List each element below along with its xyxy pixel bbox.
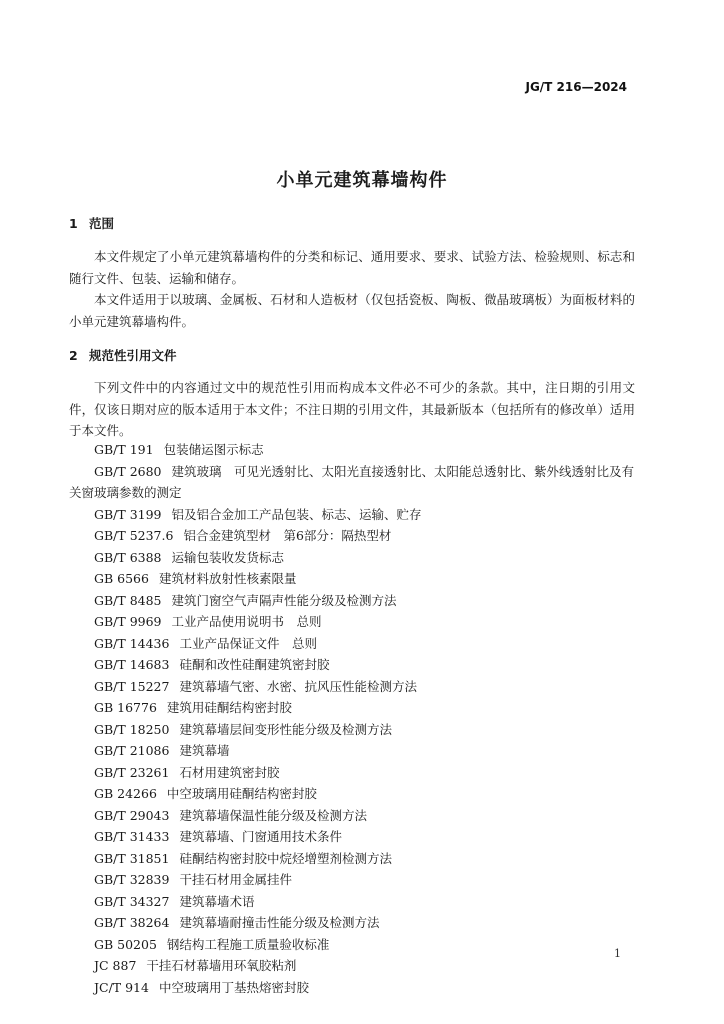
reference-item: [69, 977, 635, 999]
reference-title: 硅酮和改性硅酮建筑密封胶: [179, 657, 330, 672]
reference-item: [69, 547, 635, 569]
section-1-title: 范围: [89, 216, 115, 231]
reference-item: [69, 912, 635, 934]
reference-code: GB/T 31851: [94, 850, 170, 866]
reference-title: 建筑玻璃 可见光透射比、太阳光直接透射比、太阳能总透射比、紫外线透射比及有关窗玻璃参数的测定: [69, 463, 635, 500]
reference-item: [69, 633, 635, 655]
reference-item: [69, 891, 635, 913]
section-2-heading: [69, 346, 177, 364]
section-2-intro: [69, 377, 635, 442]
section-2-number: 2: [69, 348, 78, 363]
document-title: 小单元建筑幕墙构件: [276, 170, 448, 191]
page-number: 1: [614, 947, 621, 960]
reference-title: 铝及铝合金加工产品包装、标志、运输、贮存: [171, 506, 422, 522]
reference-code: GB 24266: [94, 786, 157, 801]
reference-title: 建筑幕墙术语: [179, 893, 255, 909]
reference-item: [69, 955, 635, 977]
reference-item: [69, 697, 635, 719]
reference-title: 钢结构工程施工质量验收标准: [166, 936, 330, 952]
reference-item: [69, 826, 635, 848]
reference-item: [69, 848, 635, 870]
reference-code: GB/T 15227: [94, 678, 170, 694]
reference-title: 中空玻璃用硅酮结构密封胶: [166, 786, 317, 801]
reference-code: GB/T 191: [94, 442, 154, 457]
reference-title: 建筑幕墙、门窗通用技术条件: [179, 829, 342, 844]
reference-title: 工业产品使用说明书 总则: [171, 614, 322, 629]
reference-title: 建筑门窗空气声隔声性能分级及检测方法: [171, 592, 397, 608]
reference-title: 工业产品保证文件 总则: [179, 635, 317, 651]
reference-code: GB/T 23261: [94, 764, 170, 780]
reference-title: 建筑幕墙气密、水密、抗风压性能检测方法: [179, 678, 417, 694]
reference-item: [69, 869, 635, 891]
reference-list: [69, 439, 635, 998]
section-1-heading: [69, 214, 114, 232]
reference-code: GB/T 34327: [94, 893, 170, 909]
reference-title: 建筑幕墙耐撞击性能分级及检测方法: [179, 915, 380, 930]
reference-item: [69, 719, 635, 741]
reference-code: GB 50205: [94, 936, 157, 952]
reference-item: [69, 504, 635, 526]
section-2-title: 规范性引用文件: [89, 348, 177, 363]
reference-code: JC/T 914: [94, 979, 149, 995]
standard-code: JG/T 216—2024: [525, 80, 627, 94]
section-1-body: [69, 246, 635, 332]
reference-code: GB/T 18250: [94, 721, 170, 737]
reference-title: 运输包装收发货标志: [171, 549, 285, 565]
reference-code: GB/T 5237.6: [94, 528, 174, 543]
reference-code: JC 887: [94, 958, 137, 973]
reference-code: GB/T 21086: [94, 743, 170, 758]
reference-item: [69, 461, 635, 504]
reference-item: [69, 783, 635, 805]
reference-item: [69, 740, 635, 762]
paragraph: 本文件适用于以玻璃、金属板、石材和人造板材（仅包括瓷板、陶板、微晶玻璃板）为面板材料的小单元建筑幕墙构件。: [69, 292, 635, 329]
reference-code: GB/T 14436: [94, 635, 170, 651]
reference-code: GB/T 29043: [94, 807, 170, 823]
reference-code: GB/T 32839: [94, 872, 170, 887]
reference-code: GB/T 9969: [94, 614, 162, 629]
reference-title: 建筑材料放射性核素限量: [158, 571, 297, 586]
reference-title: 建筑幕墙: [179, 743, 230, 758]
reference-code: GB/T 6388: [94, 549, 162, 565]
reference-code: GB 16776: [94, 700, 157, 715]
reference-item: [69, 805, 635, 827]
paragraph: 本文件规定了小单元建筑幕墙构件的分类和标记、通用要求、要求、试验方法、检验规则、标志和随行文件、包装、运输和储存。: [69, 249, 635, 286]
reference-title: 建筑幕墙保温性能分级及检测方法: [179, 807, 367, 823]
reference-item: [69, 611, 635, 633]
reference-title: 铝合金建筑型材 第6部分：隔热型材: [183, 528, 392, 543]
reference-code: GB/T 31433: [94, 829, 170, 844]
reference-item: [69, 439, 635, 461]
section-1-number: 1: [69, 216, 78, 231]
reference-title: 建筑用硅酮结构密封胶: [166, 700, 292, 715]
reference-item: [69, 934, 635, 956]
reference-title: 干挂石材幕墙用环氧胶粘剂: [146, 958, 297, 973]
reference-item: [69, 568, 635, 590]
reference-code: GB/T 38264: [94, 915, 170, 930]
reference-item: [69, 654, 635, 676]
reference-code: GB/T 3199: [94, 506, 162, 522]
reference-title: 石材用建筑密封胶: [179, 764, 280, 780]
reference-code: GB/T 8485: [94, 592, 162, 608]
reference-title: 包装储运图示标志: [163, 442, 264, 457]
reference-code: GB/T 14683: [94, 657, 170, 672]
paragraph: 下列文件中的内容通过文中的规范性引用而构成本文件必不可少的条款。其中，注日期的引用文件，仅该日期对应的版本适用于本文件；不注日期的引用文件，其最新版本（包括所有的修改单）适用于本文件。: [69, 380, 635, 438]
reference-title: 建筑幕墙层间变形性能分级及检测方法: [179, 721, 392, 737]
reference-title: 硅酮结构密封胶中烷烃增塑剂检测方法: [179, 850, 392, 866]
reference-code: GB 6566: [94, 571, 149, 586]
reference-code: GB/T 2680: [94, 463, 162, 479]
reference-item: [69, 762, 635, 784]
reference-item: [69, 590, 635, 612]
reference-title: 干挂石材用金属挂件: [179, 872, 292, 887]
reference-title: 中空玻璃用丁基热熔密封胶: [158, 979, 309, 995]
reference-item: [69, 676, 635, 698]
reference-item: [69, 525, 635, 547]
